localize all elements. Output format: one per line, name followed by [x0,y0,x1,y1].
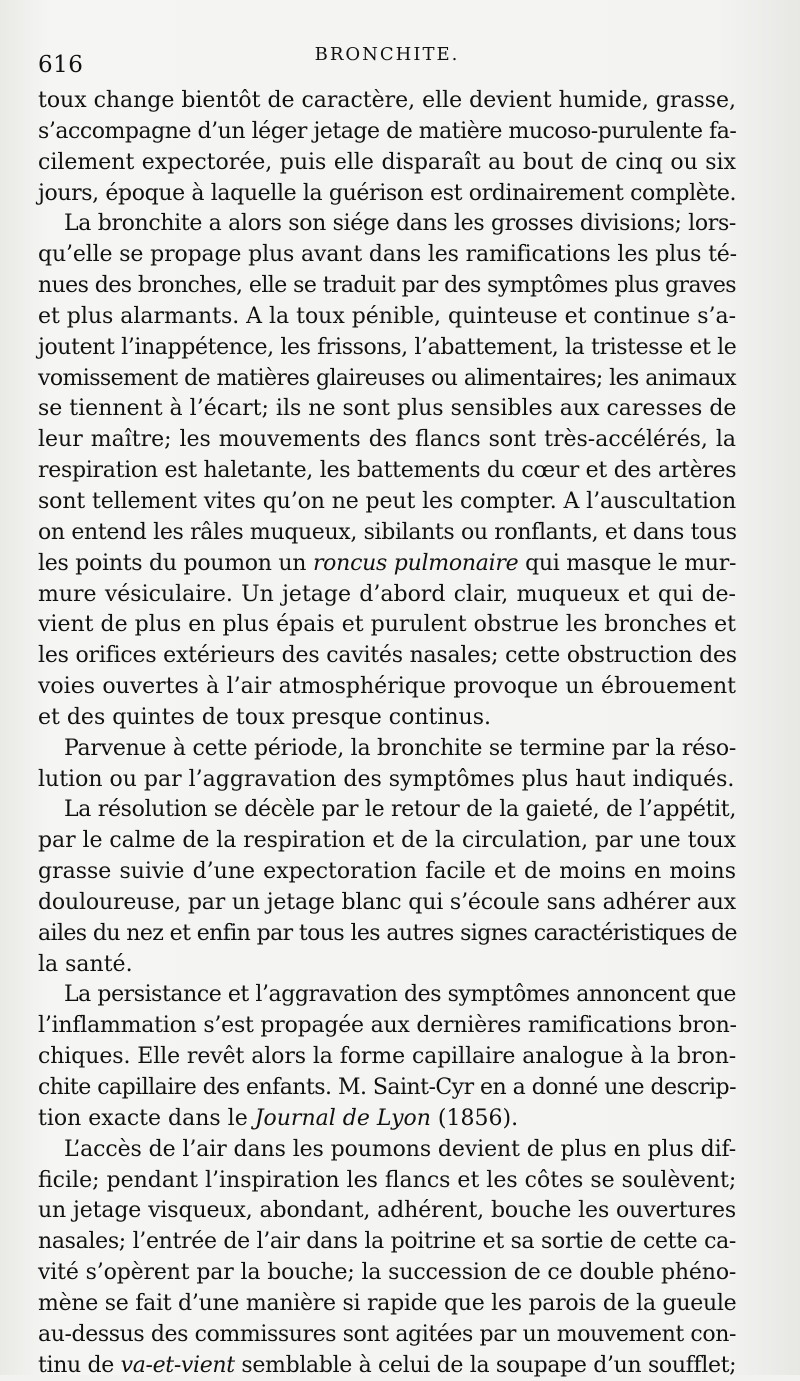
text-segment: respiration est haletante, les battements du cœur et des artères [38,458,737,484]
page-number: 616 [38,52,84,78]
text-line [38,1289,736,1320]
text-segment: toux change bientôt de caractère, elle devient humide, grasse, [38,88,736,113]
text-line [38,1011,736,1042]
text-line [38,857,736,888]
text-segment: vité s’opèrent par la bouche; la succession de ce double phéno- [38,1260,737,1286]
text-segment: semblable à celui de la soupape d’un soufflet; [234,1352,737,1378]
text-segment: voies ouvertes à l’air atmosphérique provoque un ébrouement [38,674,736,700]
text-segment: ficile; pendant l’inspiration les flancs et les côtes se soulèvent; [38,1167,737,1193]
italic-term: roncus pulmonaire [312,550,519,576]
text-line [38,765,736,796]
italic-term: va-et-vient [120,1352,235,1378]
text-segment: mène se fait d’une manière si rapide que les parois de la gueule [38,1290,737,1316]
text-segment: l’inflammation s’est propagée aux dernières ramifications bron- [38,1013,737,1039]
body-text [38,86,736,1381]
text-line [38,826,736,857]
text-segment: grasse suivie d’une expectoration facile et de moins en moins [38,859,736,885]
text-line [38,672,736,703]
text-segment: Parvenue à cette période, la bronchite se termine par la réso- [64,735,737,761]
text-line [38,1104,736,1135]
text-segment: qui masque le mur- [518,550,737,576]
text-line [38,1073,736,1104]
text-segment: cilement expectorée, puis elle disparaît au bout de cinq ou six [38,149,736,175]
text-segment: par le calme de la respiration et de la circulation, par une toux [38,828,736,854]
text-line [38,980,736,1011]
text-line [38,1351,736,1381]
text-segment: sont tellement vites qu’on ne peut les compter. A l’auscultation [38,488,737,514]
text-segment: les points du poumon un [38,550,313,576]
text-line [38,795,736,826]
text-line [38,179,736,210]
text-line [38,456,736,487]
text-line [38,209,736,240]
text-segment: chiques. Elle revêt alors la forme capillaire analogue à la bron- [38,1044,737,1070]
text-line [38,641,736,672]
text-line [38,549,736,580]
text-line [38,1320,736,1351]
text-segment: L’accès de l’air dans les poumons devient de plus en plus dif- [64,1136,737,1162]
text-segment: (1856). [430,1105,519,1131]
text-line [38,1196,736,1227]
text-segment: chite capillaire des enfants. M. Saint-Cyr en a donné une descrip- [38,1075,736,1100]
text-segment: douloureuse, par un jetage blanc qui s’écoule sans adhérer aux [38,889,736,915]
text-line [38,1135,736,1166]
italic-term: Journal de Lyon [254,1105,431,1131]
text-line [38,610,736,641]
text-line [38,302,736,333]
text-segment: La bronchite a alors son siége dans les grosses divisions; lors- [64,211,736,237]
text-segment: joutent l’inappétence, les frissons, l’abattement, la tristesse et le [38,334,737,360]
text-segment: nues des bronches, elle se traduit par des symptômes plus graves [38,273,736,299]
text-segment: qu’elle se propage plus avant dans les ramifications les plus té- [38,242,737,268]
text-segment: la santé. [38,951,133,977]
text-segment: et plus alarmants. A la toux pénible, quinteuse et continue s’a- [38,303,737,329]
text-segment: un jetage visqueux, abondant, adhérent, bouche les ouvertures [38,1198,737,1224]
text-segment: leur maître; les mouvements des flancs sont très-accélérés, la [38,427,736,453]
text-segment: vient de plus en plus épais et purulent obstrue les bronches et [38,612,736,638]
text-line [38,333,736,364]
text-line [38,117,736,148]
text-line [38,487,736,518]
text-segment: s’accompagne d’un léger jetage de matière mucoso-purulente fa- [38,118,737,144]
text-line [38,394,736,425]
text-segment: vomissement de matières glaireuses ou alimentaires; les animaux [38,365,736,391]
text-segment: La résolution se décèle par le retour de la gaieté, de l’appétit, [64,797,736,823]
text-line [38,364,736,395]
text-segment: tinu de [38,1352,121,1378]
text-line [38,425,736,456]
text-segment: ailes du nez et enfin par tous les autres signes caractéristiques de [38,920,737,946]
text-segment: on entend les râles muqueux, sibilants ou ronflants, et dans tous [38,519,737,545]
text-line [38,86,736,117]
text-line [38,734,736,765]
text-segment: La persistance et l’aggravation des symptômes annoncent que [64,982,736,1008]
text-line [38,1258,736,1289]
running-title: BRONCHITE. [314,44,460,65]
text-segment: les orifices extérieurs des cavités nasales; cette obstruction des [38,643,737,669]
text-line [38,1166,736,1197]
text-line [38,1042,736,1073]
text-line [38,950,736,981]
text-line [38,240,736,271]
text-segment: tion exacte dans le [38,1105,255,1131]
text-line [38,1227,736,1258]
text-segment: et des quintes de toux presque continus. [38,704,491,730]
text-segment: nasales; l’entrée de l’air dans la poitrine et sa sortie de cette ca- [38,1229,736,1255]
text-line [38,580,736,611]
text-line [38,703,736,734]
text-segment: jours, époque à laquelle la guérison est ordinairement complète. [38,180,737,206]
text-segment: au-dessus des commissures sont agitées par un mouvement con- [38,1321,736,1347]
text-segment: se tiennent à l’écart; ils ne sont plus sensibles aux caresses de [38,396,737,422]
page-header [38,44,736,80]
text-line [38,888,736,919]
text-segment: lution ou par l’aggravation des symptômes plus haut indiqués. [38,766,735,792]
text-line [38,518,736,549]
text-line [38,919,736,950]
text-segment: mure vésiculaire. Un jetage d’abord clair, muqueux et qui de- [38,581,736,607]
text-line [38,148,736,179]
text-line [38,271,736,302]
